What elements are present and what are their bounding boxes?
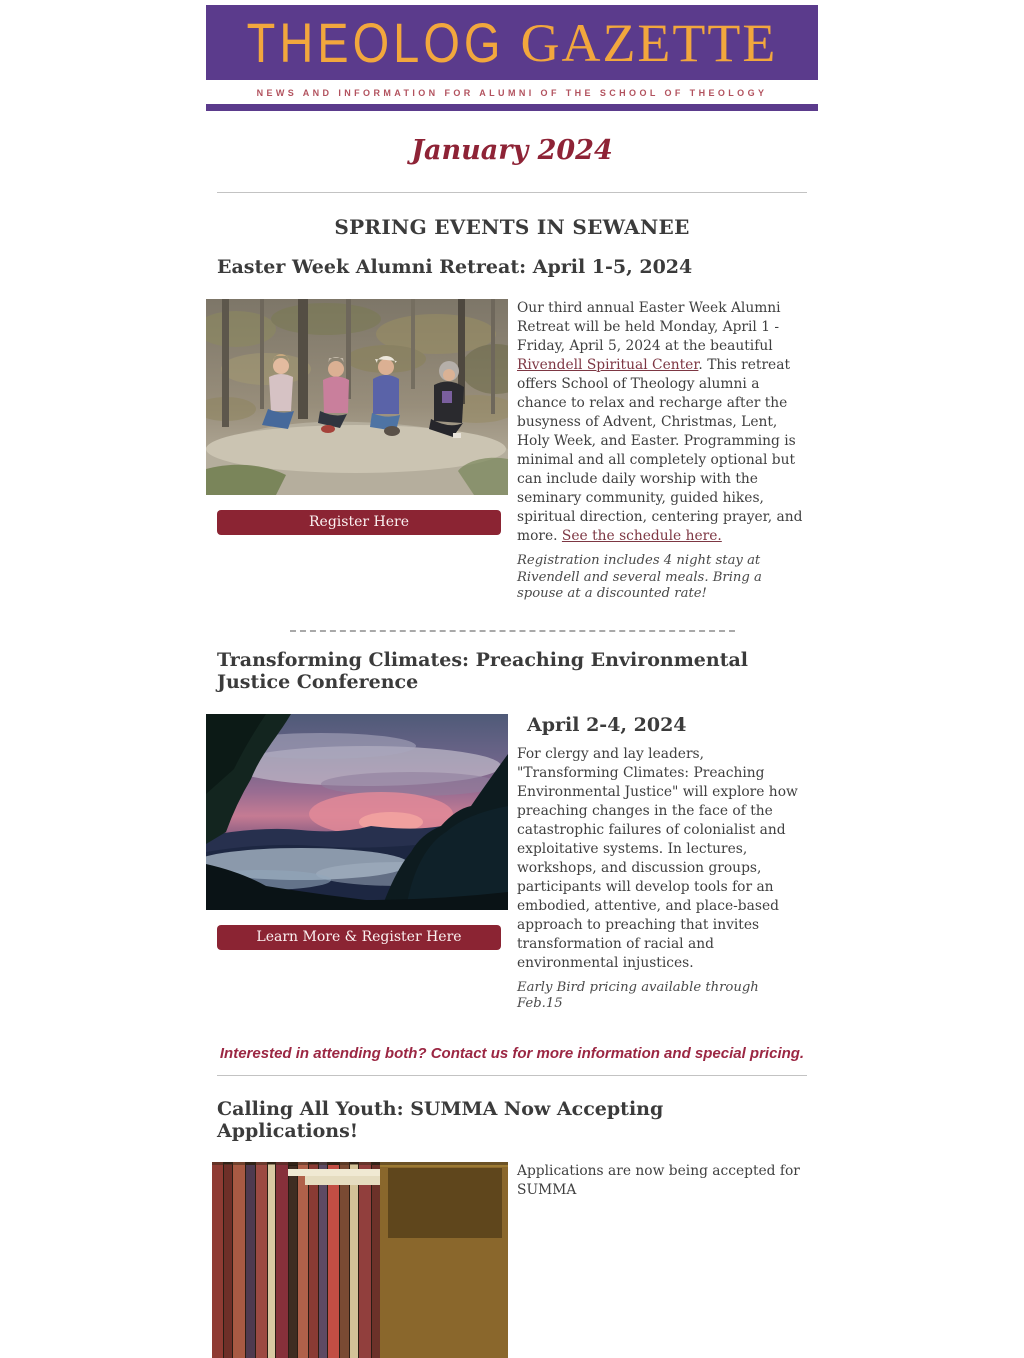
dashed-divider (290, 630, 735, 632)
conference-heading: Transforming Climates: Preaching Environmental Justice Conference (217, 648, 749, 693)
masthead-title-gazette: GAZETTE (520, 12, 778, 73)
combo-pricing-note: Interested in attending both? Contact us for more information and special pricing. (219, 1044, 805, 1062)
summa-paragraph: Applications are now being accepted for SUMMA (517, 1162, 800, 1198)
summa-row (206, 1162, 818, 1358)
retreat-paragraph-start: Our third annual Easter Week Alumni Retreat will be held Monday, April 1 - Friday, April 5, 2024 at the beautiful (517, 300, 781, 354)
conference-left-column (206, 714, 508, 950)
purple-divider-bar (206, 104, 818, 111)
retreat-photo (206, 299, 508, 495)
issue-date: January 2024 (411, 135, 613, 166)
retreat-heading: Easter Week Alumni Retreat: April 1-5, 2024 (217, 256, 693, 278)
newsletter-page (206, 0, 818, 1358)
section-title-spring-events: SPRING EVENTS IN SEWANEE (334, 215, 690, 239)
summa-right-column (517, 1162, 807, 1200)
learn-more-register-button[interactable]: Learn More & Register Here (217, 925, 501, 950)
conference-paragraph: For clergy and lay leaders, "Transforming Climates: Preaching Environmental Justice" will explore how preaching changes in the face of the catastrophic failures of colonialist and exploitative systems. In lectures, workshops, and discussion groups, participants will develop tools for an embodied, attentive, and place-based approach to preaching that invites transformation of racial and environmental injustices. (517, 745, 798, 971)
schedule-link[interactable]: See the schedule here. (561, 528, 722, 544)
summa-left-column (212, 1162, 508, 1358)
retreat-left-column (206, 299, 508, 535)
conference-row (206, 714, 818, 1013)
conference-photo (206, 714, 508, 910)
retreat-row (206, 299, 818, 603)
conference-note: Early Bird pricing available through Feb.15 (517, 979, 759, 1011)
retreat-right-column (517, 299, 807, 603)
horizontal-rule (217, 192, 807, 193)
horizontal-rule-2 (217, 1075, 807, 1076)
masthead-title-theolog: THEOLOG (246, 11, 505, 74)
retreat-note: Registration includes 4 night stay at Rivendell and several meals. Bring a spouse at a discounted rate! (517, 553, 762, 601)
masthead-banner (206, 5, 818, 80)
summa-heading: Calling All Youth: SUMMA Now Accepting Applications! (217, 1097, 664, 1142)
conference-right-column (517, 714, 807, 1013)
register-here-button[interactable]: Register Here (217, 510, 501, 535)
rivendell-link[interactable]: Rivendell Spiritual Center (517, 357, 699, 373)
conference-date-heading: April 2-4, 2024 (527, 713, 687, 736)
retreat-paragraph (517, 299, 807, 546)
bookshelf-photo (212, 1162, 508, 1358)
masthead-tagline: NEWS AND INFORMATION FOR ALUMNI OF THE SCHOOL OF THEOLOGY (256, 88, 768, 98)
retreat-paragraph-middle: . This retreat offers School of Theology alumni a chance to relax and recharge after the busyness of Advent, Christmas, Lent, Holy Week, and Easter. Programming is minimal and all completely optional but can include daily worship with the seminary community, guided hikes, spiritual direction, centering prayer, and more. (517, 357, 803, 544)
